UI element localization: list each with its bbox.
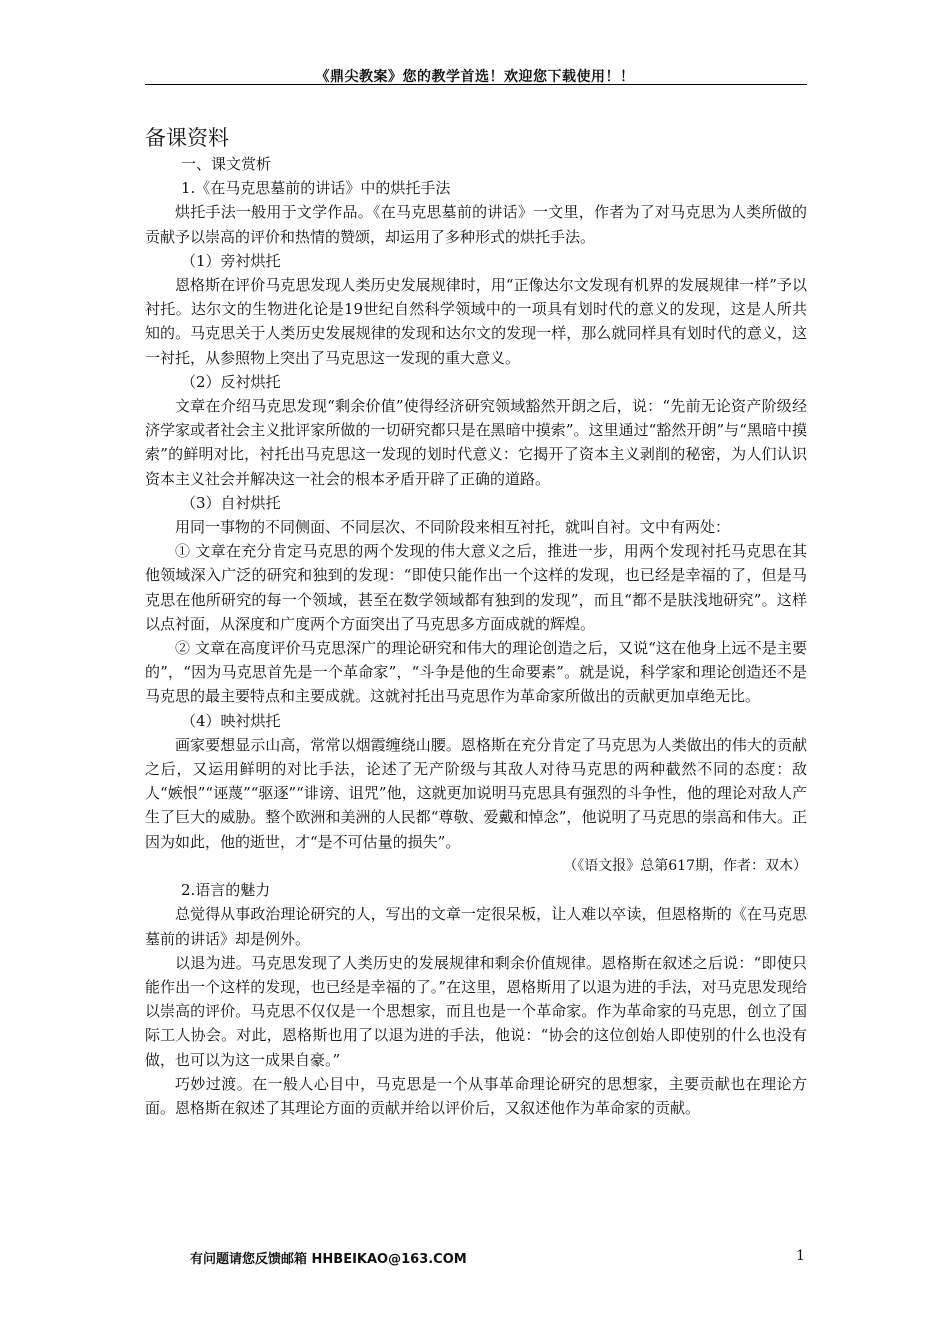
section-heading: 2.语言的魅力 [181, 881, 271, 900]
section-heading: 1.《在马克思墓前的讲话》中的烘托手法 [181, 179, 451, 198]
document-body [145, 126, 807, 1120]
paragraph: ② 文章在高度评价马克思深广的理论研究和伟大的理论创造之后，又说“这在他身上远不是主要的”，“因为马克思首先是一个革命家”，“斗争是他的生命要素”。就是说，科学家和理论创造还不是马克思的最主要特点和主要成就。这就衬托出马克思作为革命家所做出的贡献更加卓绝无比。 [145, 639, 807, 706]
section-heading: （4）映衬烘托 [181, 711, 281, 730]
paragraph: ① 文章在充分肯定马克思的两个发现的伟大意义之后，推进一步，用两个发现衬托马克思在其他领域深入广泛的研究和独到的发现：“即使只能作出一个这样的发现，也已经是幸福的了，但是马克思在他所研究的每一个领域，甚至在数学领域都有独到的发现”，而且“都不是肤浅地研究”。这样以点衬面，从深度和广度两个方面突出了马克思多方面成就的辉煌。 [145, 542, 807, 633]
paragraph: 画家要想显示山高，常常以烟霞缠绕山腰。恩格斯在充分肯定了马克思为人类做出的伟大的贡献之后，又运用鲜明的对比手法，论述了无产阶级与其敌人对待马克思的两种截然不同的态度：敌人“嫉恨”“诬蔑”“驱逐”“诽谤、诅咒”他，这就更加说明马克思具有强烈的斗争性，他的理论对敌人产生了巨大的威胁。整个欧洲和美洲的人民都“尊敬、爱戴和悼念”，他说明了马克思的崇高和伟大。正因为如此，他的逝世，才“是不可估量的损失”。 [145, 735, 807, 851]
section-heading: （1）旁衬烘托 [181, 251, 281, 270]
header-divider [145, 84, 807, 85]
paragraph: 恩格斯在评价马克思发现人类历史发展规律时，用“正像达尔文发现有机界的发展规律一样”予以衬托。达尔文的生物进化论是19世纪自然科学领域中的一项具有划时代的意义的发现，这是人所共知的。马克思关于人类历史发展规律的发现和达尔文的发现一样，那么就同样具有划时代的意义，这一衬托，从参照物上突出了马克思这一发现的重大意义。 [145, 276, 807, 367]
citation: （《语文报》总第617期，作者：双木） [563, 857, 807, 874]
page-header: 《鼎尖教案》您的教学首选！欢迎您下载使用！！ [315, 69, 635, 85]
section-heading: 一、课文赏析 [181, 155, 272, 173]
paragraph: 文章在介绍马克思发现“剩余价值”使得经济研究领域豁然开朗之后，说：“先前无论资产阶级经济学家或者社会主义批评家所做的一切研究都只是在黑暗中摸索”。这里通过“豁然开朗”与“黑暗中摸索”的鲜明对比，衬托出马克思这一发现的划时代意义：它揭开了资本主义剥削的秘密，为人们认识资本主义社会并解决这一社会的根本矛盾开辟了正确的道路。 [145, 397, 807, 488]
paragraph: 用同一事物的不同侧面、不同层次、不同阶段来相互衬托，就叫自衬。文中有两处： [175, 518, 731, 537]
paragraph: 烘托手法一般用于文学作品。《在马克思墓前的讲话》一文里，作者为了对马克思为人类所做的贡献予以崇高的评价和热情的赞颂，却运用了多种形式的烘托手法。 [145, 203, 807, 246]
page-number: 1 [796, 1248, 805, 1264]
section-heading: （2）反衬烘托 [181, 372, 281, 391]
paragraph: 总觉得从事政治理论研究的人，写出的文章一定很呆板，让人难以卒读，但恩格斯的《在马克思墓前的讲话》却是例外。 [145, 905, 807, 948]
paragraph: 巧妙过渡。在一般人心目中，马克思是一个从事革命理论研究的思想家，主要贡献也在理论方面。恩格斯在叙述了其理论方面的贡献并给以评价后，又叙述他作为革命家的贡献。 [145, 1074, 807, 1117]
paragraph: 以退为进。马克思发现了人类历史的发展规律和剩余价值规律。恩格斯在叙述之后说：“即使只能作出一个这样的发现，也已经是幸福的了。”在这里，恩格斯用了以退为进的手法，对马克思发现给以崇高的评价。马克思不仅仅是一个思想家，而且也是一个革命家。作为革命家的马克思，创立了国际工人协会。对此，恩格斯也用了以退为进的手法，他说：“协会的这位创始人即使别的什么也没有做，也可以为这一成果自豪。” [145, 953, 807, 1069]
footer-feedback-email: 有问题请您反馈邮箱 HHBEIKAO@163.COM [190, 1252, 467, 1267]
section-heading: （3）自衬烘托 [181, 493, 281, 512]
document-title: 备课资料 [145, 126, 229, 150]
section-list [145, 152, 807, 1120]
